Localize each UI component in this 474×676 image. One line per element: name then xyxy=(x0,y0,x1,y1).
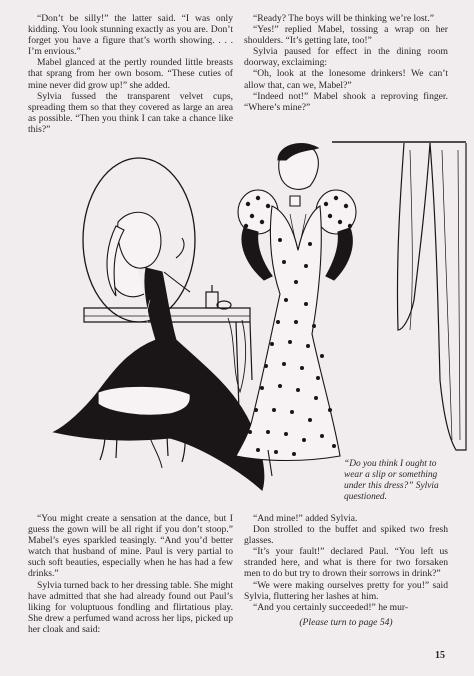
paragraph: “And you certainly succeeded!” he mur- xyxy=(253,601,409,613)
paragraph: Mabel glanced at the pertly rounded little breasts that sprang from her own bosom. “These cuties of mine never did grow up!” she added. xyxy=(28,57,233,91)
paragraph: “Oh, look at the lonesome drinkers! We can’t allow that, can we, Mabel?” xyxy=(244,68,448,91)
paragraph: Sylvia paused for effect in the dining room doorway, exclaiming: xyxy=(244,46,448,69)
paragraph: “Don’t be silly!” the latter said. “I was only kidding. You look stunning exactly as you are. Don’t forget you have a figure that’s worth showing. . . . I’m envious.” xyxy=(28,13,233,58)
paragraph: Don strolled to the buffet and spiked two fresh glasses. xyxy=(244,524,448,547)
paragraph: “And mine!” added Sylvia. xyxy=(253,513,358,524)
continued-notice: (Please turn to page 54) xyxy=(299,616,393,628)
paragraph: Sylvia turned back to her dressing table. She might have admitted that she had already found out Paul’s liking for voluptuous fondling and flirtatious play. She drew a perfumed wand across her lips, picked up her cloak and said: xyxy=(28,579,233,635)
paragraph: “Indeed not!” Mabel shook a reproving finger. “Where’s mine?” xyxy=(244,90,448,113)
illustration-caption: “Do you think I ought to wear a slip or something under this dress?” Sylvia questioned. xyxy=(344,459,439,502)
column-bottom-right xyxy=(244,513,448,628)
paragraph: “Ready? The boys will be thinking we’re lost.” xyxy=(253,13,434,24)
paragraph: “It’s your fault!” declared Paul. “You left us stranded here, and what is there for two forsaken men to do but try to drown their sorrows in drink?” xyxy=(244,546,448,580)
page-number: 15 xyxy=(435,650,445,661)
column-bottom-left xyxy=(28,513,233,635)
paragraph: “Yes!” replied Mabel, tossing a wrap on her shoulders. “It’s getting late, too!” xyxy=(244,24,448,47)
paragraph: “You might create a sensation at the dance, but I guess the gown will be all right if you don’t stoop.” Mabel’s eyes sparkled teasingly. “And you’d better watch that husband of mine. Paul is very partial to such soft beauties, especially when he has had a few drinks.” xyxy=(28,513,233,580)
paragraph: “We were making ourselves pretty for you!” said Sylvia, fluttering her lashes at him. xyxy=(244,579,448,602)
paragraph: Sylvia fussed the transparent velvet cups, spreading them so that they covered as large an area as possible. “Then you think I can take a chance like this?” xyxy=(28,90,233,135)
